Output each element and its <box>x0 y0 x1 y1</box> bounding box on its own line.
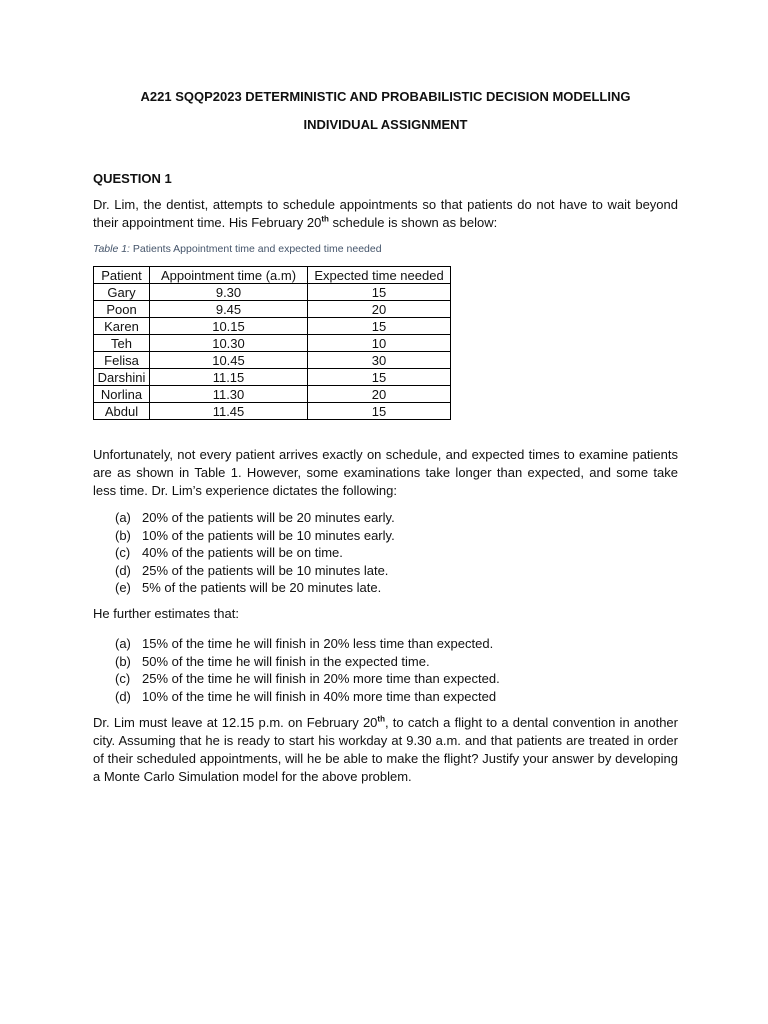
cell-expected-time: 30 <box>308 352 451 369</box>
cell-expected-time: 15 <box>308 284 451 301</box>
table-row <box>94 301 451 318</box>
list-marker: (b) <box>115 653 131 669</box>
list-text: 10% of the patients will be 10 minutes early. <box>142 527 395 543</box>
list-text: 25% of the patients will be 10 minutes late. <box>142 562 389 578</box>
header-patient: Patient <box>94 267 150 284</box>
list-text: 25% of the time he will finish in 20% more time than expected. <box>142 671 500 686</box>
list-marker: (c) <box>115 671 131 686</box>
table-row <box>94 318 451 335</box>
list-marker: (e) <box>115 580 131 595</box>
cell-patient: Teh <box>94 335 150 352</box>
table-caption-text: Patients Appointment time and expected time needed <box>129 243 382 255</box>
list-text: 5% of the patients will be 20 minutes late. <box>142 580 382 595</box>
table-row <box>94 369 451 386</box>
cell-appointment-time: 9.30 <box>150 284 308 301</box>
list-text: 40% of the patients will be on time. <box>142 545 343 560</box>
list-text: 50% of the time he will finish in the expected time. <box>142 653 430 669</box>
cell-expected-time: 20 <box>308 386 451 403</box>
arrival-item <box>115 544 395 562</box>
arrival-item <box>115 509 395 527</box>
cell-expected-time: 15 <box>308 403 451 420</box>
table-row <box>94 352 451 369</box>
cell-expected-time: 20 <box>308 301 451 318</box>
table-caption <box>93 240 382 258</box>
cell-patient: Gary <box>94 284 150 301</box>
intro-text-b: schedule is shown as below: <box>328 215 498 230</box>
table-caption-label: Table 1: <box>93 243 130 255</box>
list-marker: (b) <box>115 527 131 543</box>
cell-patient: Abdul <box>94 403 150 420</box>
cell-appointment-time: 11.30 <box>150 386 308 403</box>
arrival-distribution-list <box>115 509 395 597</box>
question-paragraph <box>93 714 678 786</box>
assignment-type-title: INDIVIDUAL ASSIGNMENT <box>303 117 468 132</box>
list-text: 10% of the time he will finish in 40% more time than expected <box>142 688 497 704</box>
cell-appointment-time: 11.45 <box>150 403 308 420</box>
duration-item <box>115 635 500 653</box>
cell-expected-time: 15 <box>308 369 451 386</box>
cell-expected-time: 15 <box>308 318 451 335</box>
cell-patient: Norlina <box>94 386 150 403</box>
cell-appointment-time: 10.30 <box>150 335 308 352</box>
cell-patient: Felisa <box>94 352 150 369</box>
list-text: 15% of the time he will finish in 20% less time than expected. <box>142 636 494 651</box>
list-marker: (d) <box>115 688 131 704</box>
intro-superscript: th <box>321 214 329 224</box>
cell-patient: Karen <box>94 318 150 335</box>
table-header-row <box>94 267 451 284</box>
variability-paragraph: Unfortunately, not every patient arrives exactly on schedule, and expected times to examine patients are as shown in Table 1. However, some examinations take longer than expected, and some take less time. Dr. Lim’s experience dictates the following: <box>93 447 678 498</box>
cell-appointment-time: 11.15 <box>150 369 308 386</box>
duration-distribution-list <box>115 635 500 705</box>
table-row <box>94 284 451 301</box>
duration-item <box>115 688 500 706</box>
question-heading: QUESTION 1 <box>93 171 172 186</box>
cell-expected-time: 10 <box>308 335 451 352</box>
cell-appointment-time: 9.45 <box>150 301 308 318</box>
table-row <box>94 386 451 403</box>
duration-item <box>115 670 500 688</box>
header-expected-time: Expected time needed <box>308 267 451 284</box>
schedule-table <box>93 266 451 420</box>
question-superscript: th <box>377 714 385 724</box>
list-marker: (c) <box>115 545 131 560</box>
list-marker: (a) <box>115 636 131 651</box>
cell-patient: Darshini <box>94 369 150 386</box>
cell-patient: Poon <box>94 301 150 318</box>
table-row <box>94 335 451 352</box>
intro-text-a: Dr. Lim, the dentist, attempts to schedule appointments so that patients do not have to wait beyond their appointment time. His February 20 <box>93 197 678 230</box>
intro-paragraph <box>93 196 678 232</box>
question-text-b: , to catch a flight to a dental convention in another city. Assuming that he is ready to start his workday at 9.30 a.m. and that patients are treated in order of their scheduled appointments, will he be able to make the flight? Justify your answer by developing a Monte Carlo Simulation model for the above problem. <box>93 715 678 784</box>
arrival-item <box>115 579 395 597</box>
question-text-a: Dr. Lim must leave at 12.15 p.m. on February 20 <box>93 715 378 730</box>
duration-item <box>115 653 500 671</box>
list-text: 20% of the patients will be 20 minutes early. <box>142 510 395 525</box>
cell-appointment-time: 10.15 <box>150 318 308 335</box>
header-appointment-time: Appointment time (a.m) <box>150 267 308 284</box>
cell-appointment-time: 10.45 <box>150 352 308 369</box>
list-marker: (d) <box>115 562 131 578</box>
estimate-intro: He further estimates that: <box>93 606 239 621</box>
list-marker: (a) <box>115 510 131 525</box>
course-title: A221 SQQP2023 DETERMINISTIC AND PROBABILISTIC DECISION MODELLING <box>140 89 631 104</box>
arrival-item <box>115 562 395 580</box>
table-row <box>94 403 451 420</box>
arrival-item <box>115 527 395 545</box>
